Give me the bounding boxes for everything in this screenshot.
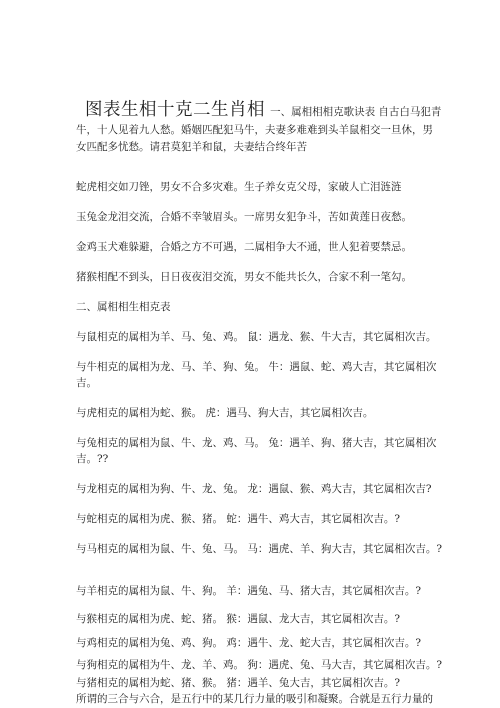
table-line: 与虎相克的属相为蛇、猴。 虎：遇马、狗大吉，其它属相次吉。 [76,407,374,419]
verse-line: 猪猴相配不到头，日日夜夜泪交流，男女不能共长久，合家不利一笔勾。 [76,271,412,283]
table-line: 与狗相克的属相为牛、龙、羊、鸡。 狗：遇虎、兔、马大吉，其它属相次吉。? [76,659,442,671]
section1-heading: 一、属相相相克歌诀表 自古白马犯青 [270,106,442,118]
table-line: 与兔相克的属相为鼠、牛、龙、鸡、马。 兔：遇羊、狗、猪大吉，其它属相次 [76,437,437,449]
title-line [85,96,441,121]
closing-line: 所谓的三合与六合，是五行中的某几行力量的吸引和凝聚。合就是五行力量的 [76,693,433,705]
table-line: 与羊相克的属相为鼠、牛、狗。 羊：遇兔、马、猪大吉，其它属相次吉。? [76,585,421,597]
table-line: 与猴相克的属相为虎、蛇、猪。 猴：遇鼠、龙大吉，其它属相次吉。? [76,613,400,625]
table-line: 与龙相克的属相为狗、牛、龙、兔。 龙：遇鼠、猴、鸡大吉，其它属相次吉? [76,483,432,495]
verse-line: 玉兔金龙泪交流，合婚不幸皱眉头。一席男女犯争斗，苦如黄莲日夜愁。 [76,211,412,223]
table-line: 与牛相克的属相为龙、马、羊、狗、兔。 牛：遇鼠、蛇、鸡大吉，其它属相次 [76,361,437,373]
table-line: 与马相克的属相为鼠、牛、兔、马。 马：遇虎、羊、狗大吉，其它属相次吉。? [76,543,442,555]
table-line: 与猪相克的属相为蛇、猪、猴。 猪：遇羊、兔大吉，其它属相次吉。? [76,677,400,689]
intro-line-2: 牛，十人见着九人愁。婚姻匹配犯马牛，夫妻多难难到头羊鼠相交一旦休，男 [76,124,433,136]
table-line: 与蛇相克的属相为虎、猴、猪。 蛇：遇牛、鸡大吉，其它属相次吉。? [76,513,400,525]
table-line: 吉。 [76,377,97,389]
verse-line: 金鸡玉犬难躲避，合婚之方不可遇，二属相争大不通，世人犯着要禁忌。 [76,241,412,253]
table-line: 吉。?? [76,453,109,465]
table-line: 与鸡相克的属相为兔、鸡、狗。 鸡：遇牛、龙、蛇大吉，其它属相次吉。? [76,637,421,649]
document-title: 图表生相十克二生肖相 [85,100,265,120]
verse-line: 蛇虎相交如刀锉，男女不合多灾难。生子养女克父母，家破人亡泪涟涟 [76,181,402,193]
table-line: 与鼠相克的属相为羊、马、兔、鸡。 鼠：遇龙、猴、牛大吉，其它属相次吉。 [76,331,437,343]
intro-line-3: 女匹配多忧愁。请君莫犯羊和鼠，夫妻结合终年苦 [76,141,307,153]
section2-heading: 二、属相相生相克表 [76,301,171,313]
